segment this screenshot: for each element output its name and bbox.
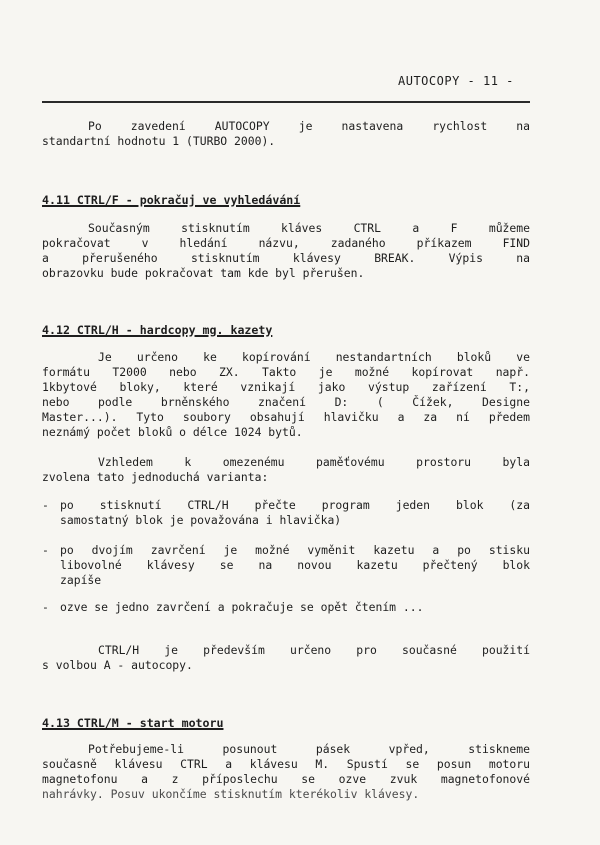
text-line: Současným stisknutím kláves CTRL a F můžeme — [88, 221, 530, 235]
text-line: formátu T2000 nebo ZX. Takto je možné kopírovat např. — [42, 365, 530, 379]
text-line: ozve se jedno zavrčení a pokračuje se opět čtením ... — [60, 600, 424, 614]
section-heading-4-13: 4.13 CTRL/M - start motoru — [42, 716, 224, 730]
text-line: Potřebujeme-li posunout pásek vpřed, stiskneme — [88, 742, 530, 756]
list-dash: - — [42, 600, 49, 614]
text-line: magnetofonu a z příposlechu se ozve zvuk magnetofonové — [42, 772, 530, 786]
header-rule — [42, 101, 530, 103]
text-line: samostatný blok je považována i hlavička) — [60, 513, 342, 527]
text-line: současně klávesu CTRL a klávesu M. Spustí se posun motoru — [42, 757, 530, 771]
list-dash: - — [42, 543, 49, 557]
text-line: nebo podle brněnského značení D: ( Čížek, Designe — [42, 395, 530, 409]
section-4-12-paragraph-3 — [42, 643, 530, 673]
section-heading-4-12: 4.12 CTRL/H - hardcopy mg. kazety — [42, 323, 273, 337]
section-4-12-paragraph-1 — [42, 350, 530, 440]
section-4-11-paragraph — [42, 221, 530, 281]
text-line: s volbou A - autocopy. — [42, 658, 193, 672]
list-item — [42, 543, 530, 588]
section-4-13-paragraph — [42, 742, 530, 802]
text-line: neznámý počet bloků o délce 1024 bytů. — [42, 425, 303, 439]
text-line: Vzhledem k omezenému paměťovému prostoru byla — [98, 455, 530, 469]
section-heading-4-11: 4.11 CTRL/F - pokračuj ve vyhledávání — [42, 193, 301, 207]
text-line: po dvojím zavrčení je možné vyměnit kazetu a po stisku — [60, 543, 530, 557]
list-item — [42, 498, 530, 528]
text-line: pokračovat v hledání názvu, zadaného příkazem FIND — [42, 236, 530, 250]
text-line: standartní hodnotu 1 (TURBO 2000). — [42, 134, 276, 148]
text-line: 1kbytové bloky, které vznikají jako výstup zařízení T:, — [42, 380, 530, 394]
list-dash: - — [42, 498, 49, 512]
text-line: CTRL/H je především určeno pro současné použití — [98, 643, 530, 657]
intro-paragraph — [42, 119, 530, 149]
text-line: zvolena tato jednoduchá varianta: — [42, 470, 269, 484]
text-line: zapíše — [60, 573, 102, 587]
text-line: obrazovku bude pokračovat tam kde byl přerušen. — [42, 266, 365, 280]
text-line: po stisknutí CTRL/H přečte program jeden blok (za — [60, 498, 530, 512]
text-line: Je určeno ke kopírování nestandartních bloků ve — [98, 350, 530, 364]
list-item — [42, 600, 530, 615]
text-line: nahrávky. Posuv ukončíme stisknutím kterékoliv klávesy. — [42, 787, 420, 801]
page-header: AUTOCOPY - 11 - — [398, 74, 514, 88]
text-line: libovolné klávesy se na novou kazetu přečtený blok — [60, 558, 530, 572]
section-4-12-paragraph-2 — [42, 455, 530, 485]
text-line: Master...). Tyto soubory obsahují hlavičku a za ní předem — [42, 410, 530, 424]
text-line: a přerušeného stisknutím klávesy BREAK. Výpis na — [42, 251, 530, 265]
text-line: Po zavedení AUTOCOPY je nastavena rychlost na — [88, 119, 530, 133]
